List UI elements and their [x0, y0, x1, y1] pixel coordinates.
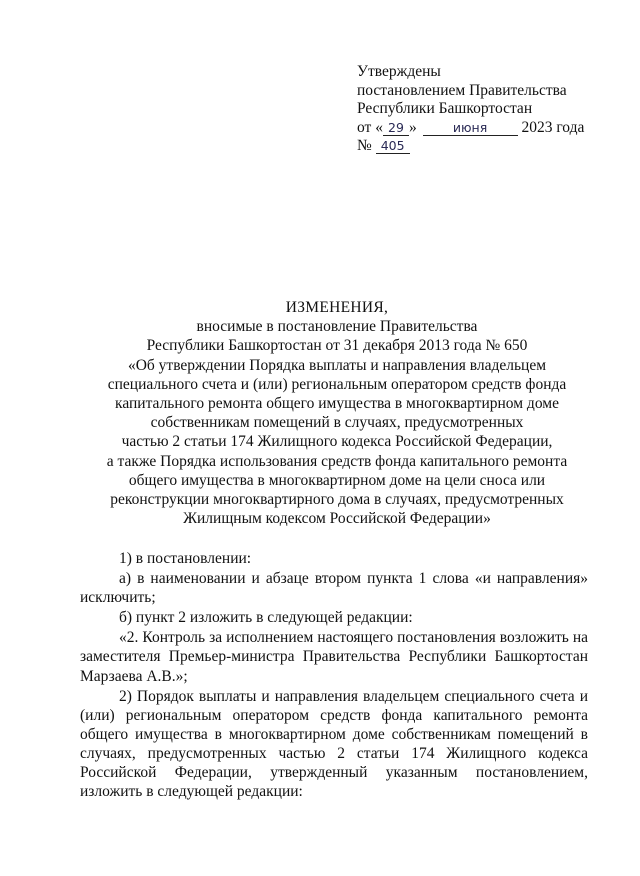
- document-heading: [50, 298, 624, 528]
- heading-line: собственникам помещений в случаях, предусмотренных: [150, 414, 524, 432]
- paragraph-5: 2) Порядок выплаты и направления владельцем специального счета и (или) региональным оператором средств фонда капитального ремонта общего имущества в многоквартирном доме собственникам помещений в случаях, предусмотренных частью 2 статьи 174 Жилищного кодекса Российской Федерации, утвержденный указанным постановлением, изложить в следующей редакции:: [80, 687, 588, 801]
- paragraph-4: «2. Контроль за исполнением настоящего постановления возложить на заместителя Премьер-министра Правительства Республики Башкортостан Марзаева А.В.»;: [80, 629, 588, 685]
- heading-line: капитального ремонта общего имущества в многоквартирном доме: [115, 395, 559, 413]
- heading-line: Республики Башкортостан от 31 декабря 2013 года № 650: [146, 337, 528, 355]
- date-prefix: от «: [357, 118, 383, 136]
- heading-line: реконструкции многоквартирного дома в случаях, предусмотренных: [110, 491, 564, 509]
- document-body: [80, 549, 588, 802]
- date-month: июня: [423, 121, 518, 136]
- date-year: 2023 года: [521, 118, 585, 136]
- approval-block: [357, 63, 584, 156]
- heading-line: Жилищным кодексом Российской Федерации»: [183, 510, 491, 528]
- heading-line: специального счета и (или) региональным оператором средств фонда: [107, 375, 567, 393]
- heading-title: ИЗМЕНЕНИЯ,: [285, 299, 389, 316]
- approval-line-3: Республики Башкортостан: [357, 100, 533, 118]
- paragraph-1: 1) в постановлении:: [119, 550, 252, 567]
- heading-line: частью 2 статьи 174 Жилищного кодекса Российской Федерации,: [121, 433, 553, 451]
- date-day: 29: [383, 121, 409, 136]
- heading-line: общего имущества в многоквартирном доме на цели сноса или: [128, 471, 546, 489]
- approval-date: [357, 119, 584, 138]
- approval-line-2: постановлением Правительства: [357, 81, 567, 99]
- heading-line: вносимые в постановление Правительства: [196, 318, 478, 336]
- document-number: 405: [376, 139, 410, 154]
- approval-number: [357, 137, 584, 156]
- approval-line-1: Утверждены: [357, 63, 441, 80]
- heading-line: а также Порядка использования средств фонда капитального ремонта: [106, 452, 568, 470]
- heading-line: «Об утверждении Порядка выплаты и направления владельцем: [127, 356, 547, 374]
- paragraph-3: б) пункт 2 изложить в следующей редакции:: [119, 609, 413, 627]
- paragraph-2: а) в наименовании и абзаце втором пункта 1 слова «и направления» исключить;: [80, 570, 588, 607]
- number-prefix: №: [357, 137, 372, 155]
- date-mid: »: [408, 118, 417, 136]
